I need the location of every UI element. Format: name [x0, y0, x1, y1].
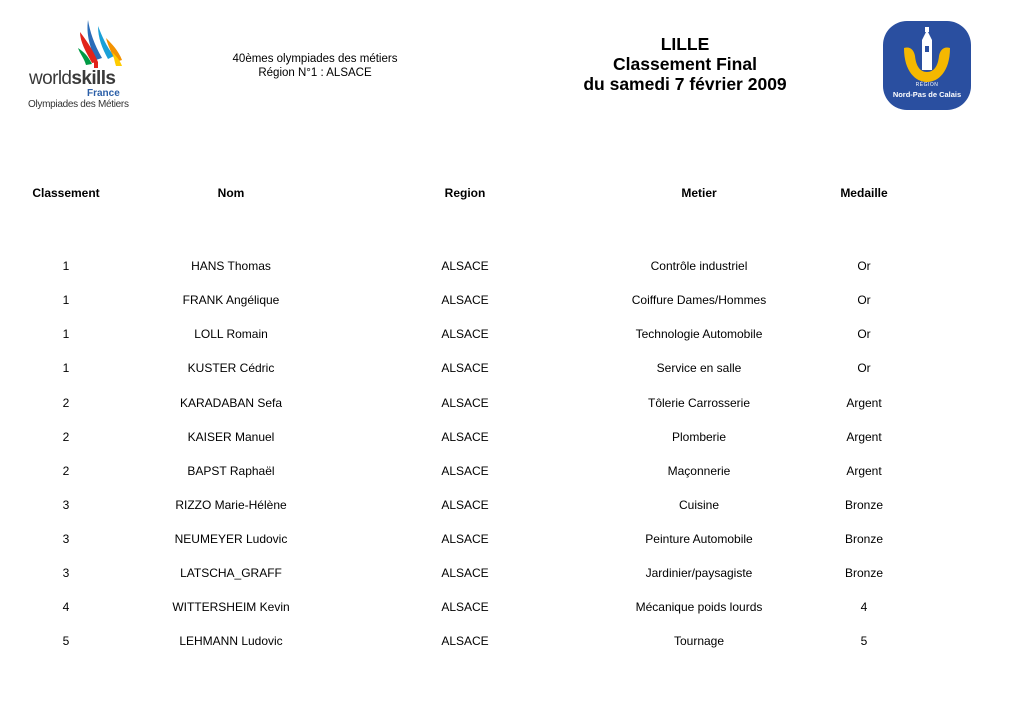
- table-row: [0, 259, 1024, 277]
- cell-region: ALSACE: [441, 293, 489, 307]
- cell-trade: Cuisine: [678, 498, 720, 512]
- cell-trade: Tôlerie Carrosserie: [647, 396, 751, 410]
- cell-medal: 5: [860, 634, 868, 648]
- cell-rank: 5: [62, 634, 70, 648]
- column-header-metier: Metier: [681, 186, 717, 200]
- worldskills-subtitle: Olympiades des Métiers: [28, 99, 129, 110]
- cell-region: ALSACE: [441, 327, 489, 341]
- cell-trade: Coiffure Dames/Hommes: [631, 293, 767, 307]
- cell-trade: Contrôle industriel: [650, 259, 748, 273]
- column-header-region: Region: [444, 186, 486, 200]
- cell-name: WITTERSHEIM Kevin: [172, 600, 290, 614]
- cell-trade: Maçonnerie: [667, 464, 731, 478]
- cell-name: HANS Thomas: [191, 259, 271, 273]
- cell-name: LATSCHA_GRAFF: [180, 566, 282, 580]
- cell-rank: 1: [62, 259, 70, 273]
- cell-medal: Bronze: [844, 532, 884, 546]
- cell-rank: 1: [62, 361, 70, 375]
- cell-name: KARADABAN Sefa: [179, 396, 283, 410]
- cell-name: NEUMEYER Ludovic: [174, 532, 288, 546]
- cell-region: ALSACE: [441, 361, 489, 375]
- cell-trade: Mécanique poids lourds: [635, 600, 763, 614]
- column-header-classement: Classement: [32, 186, 100, 200]
- cell-region: ALSACE: [441, 600, 489, 614]
- cell-medal: Argent: [846, 396, 882, 410]
- cell-medal: Argent: [846, 464, 882, 478]
- cell-trade: Tournage: [673, 634, 725, 648]
- cell-region: ALSACE: [441, 566, 489, 580]
- cell-region: ALSACE: [441, 498, 489, 512]
- table-row: [0, 464, 1024, 482]
- table-row: [0, 430, 1024, 448]
- cell-region: ALSACE: [441, 396, 489, 410]
- cell-name: KAISER Manuel: [187, 430, 275, 444]
- title-main: Classement Final: [613, 54, 757, 74]
- cell-name: LOLL Romain: [194, 327, 268, 341]
- cell-trade: Plomberie: [671, 430, 727, 444]
- cell-trade: Peinture Automobile: [645, 532, 753, 546]
- cell-trade: Service en salle: [656, 361, 742, 375]
- cell-rank: 1: [62, 327, 70, 341]
- event-edition: 40èmes olympiades des métiers: [232, 53, 398, 65]
- cell-medal: Or: [857, 259, 871, 273]
- cell-medal: Bronze: [844, 566, 884, 580]
- cell-medal: Or: [857, 361, 871, 375]
- table-row: [0, 396, 1024, 414]
- cell-trade: Jardinier/paysagiste: [645, 566, 753, 580]
- cell-medal: Argent: [846, 430, 882, 444]
- cell-medal: Bronze: [844, 498, 884, 512]
- cell-rank: 4: [62, 600, 70, 614]
- cell-rank: 3: [62, 498, 70, 512]
- page-title: [560, 34, 810, 94]
- cell-medal: Or: [857, 327, 871, 341]
- cell-rank: 1: [62, 293, 70, 307]
- cell-medal: 4: [860, 600, 868, 614]
- cell-region: ALSACE: [441, 464, 489, 478]
- title-date: du samedi 7 février 2009: [583, 74, 787, 94]
- worldskills-france-label: France: [87, 88, 120, 99]
- cell-region: ALSACE: [441, 634, 489, 648]
- cell-rank: 2: [62, 396, 70, 410]
- table-row: [0, 600, 1024, 618]
- table-row: [0, 293, 1024, 311]
- region-logo: [882, 20, 972, 111]
- worldskills-emblem-icon: [28, 18, 124, 73]
- cell-name: KUSTER Cédric: [187, 361, 275, 375]
- region-logo-name: Nord-Pas de Calais: [892, 90, 962, 99]
- table-row: [0, 327, 1024, 345]
- event-region: Région N°1 : ALSACE: [258, 67, 372, 79]
- cell-name: FRANK Angélique: [182, 293, 280, 307]
- column-header-nom: Nom: [217, 186, 245, 200]
- cell-rank: 3: [62, 566, 70, 580]
- table-row: [0, 361, 1024, 379]
- event-subheading: [205, 52, 425, 80]
- cell-rank: 2: [62, 464, 70, 478]
- cell-medal: Or: [857, 293, 871, 307]
- region-logo-small-text: RÉGION: [915, 82, 939, 88]
- table-row: [0, 634, 1024, 652]
- worldskills-wordmark: worldskills: [29, 68, 116, 89]
- cell-rank: 2: [62, 430, 70, 444]
- title-city: LILLE: [660, 34, 710, 54]
- table-row: [0, 566, 1024, 584]
- cell-trade: Technologie Automobile: [635, 327, 763, 341]
- cell-region: ALSACE: [441, 259, 489, 273]
- cell-region: ALSACE: [441, 532, 489, 546]
- cell-region: ALSACE: [441, 430, 489, 444]
- cell-name: RIZZO Marie-Hélène: [175, 498, 287, 512]
- table-row: [0, 532, 1024, 550]
- worldskills-logo: [28, 18, 129, 113]
- column-header-medaille: Medaille: [840, 186, 888, 200]
- cell-rank: 3: [62, 532, 70, 546]
- table-row: [0, 498, 1024, 516]
- cell-name: LEHMANN Ludovic: [179, 634, 283, 648]
- cell-name: BAPST Raphaël: [187, 464, 275, 478]
